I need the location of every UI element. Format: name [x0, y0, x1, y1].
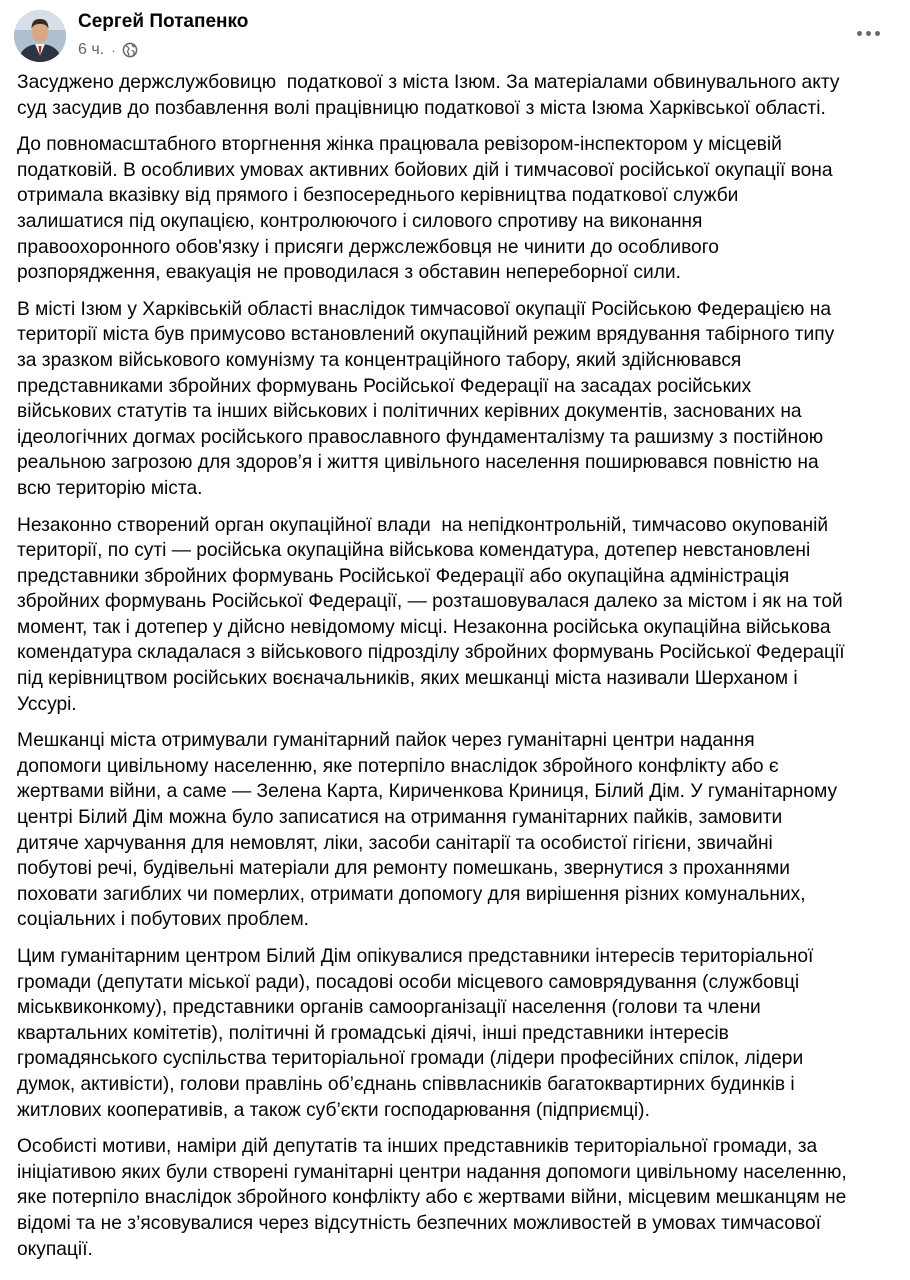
post-header — [0, 0, 910, 70]
post-paragraph: В місті Ізюм у Харківській області внаслідок тимчасової окупації Російською Федерацією на території міста був примусово встановлений окупаційний режим врядування табірного типу за зразком військового комунізму та концентраційного табору, який здійснювався представниками збройних формувань Російської Федерації на засадах російських військових статутів та інших військових і політичних керівних документів, заснованих на ідеологічних догмах російського православного фундаменталізму та рашизму з постійною реальною загрозою для здоров’я і життя цивільного населення поширювався повністю на всю територію міста. — [17, 298, 835, 499]
post-paragraph: Особисті мотиви, наміри дій депутатів та інших представників територіальної громади, за ініціативою яких були створені гуманітарні центри надання допомоги цивільному населенню, яке потерпіло внаслідок збройного конфлікту або є жертвами війни, місцевим мешканцям не відомі та не з’ясовувалися через відсутність безпечних можливостей в умовах тимчасової окупації. — [17, 1136, 847, 1260]
avatar-image — [14, 10, 66, 62]
post-paragraph: Цим гуманітарним центром Білий Дім опікувалися представники інтересів територіальної громади (депутати міської ради), посадові особи місцевого самоврядування (службовці міськвиконкому), представники органів самоорганізації населення (голови та члени квартальних комітетів), політичні й громадські діячі, інші представники інтересів громадянського суспільства територіальної громади (лідери професійних спілок, лідери думок, активісти), голови правлінь об’єднань співвласників багатоквартирних будинків і житлових кооперативів, а також суб’єкти господарювання (підприємці). — [17, 946, 814, 1121]
post-timestamp[interactable]: 6 ч. — [78, 41, 105, 58]
post-meta — [78, 40, 138, 60]
post-paragraph: До повномасштабного вторгнення жінка працювала ревізором-інспектором у місцевій податковій. В особливих умовах активних бойових дій і тимчасової російської окупації вона отримала вказівку від прямого і безпосереднього керівництва податкової служби залишатися під окупацією, контролюючого і силового спротиву на виконання правоохоронного обов'язку і присяги держслежбовця не чинити до особливого розпорядження, евакуація не проводилася з обставин непереборної сили. — [17, 134, 833, 284]
more-dot — [866, 31, 871, 36]
author-name[interactable]: Сергей Потапенко — [78, 11, 249, 32]
post-text — [17, 70, 897, 1273]
more-options-icon[interactable] — [848, 18, 888, 48]
post-paragraph: Незаконно створений орган окупаційної влади на непідконтрольній, тимчасово окупованій території, по суті — російська окупаційна військова комендатура, дотепер невстановлені представники збройних формувань Російської Федерації або окупаційна адміністрація збройних формувань Російської Федерації, — розташовувалася далеко за містом і як на той момент, так і дотепер у дійсно невідомому місці. Незаконна російська окупаційна військова комендатура складалася з військового підрозділу збройних формувань Російської Федерації під керівництвом російських воєначальників, яких мешканці міста називали Шерханом і Уссурі. — [17, 514, 845, 715]
author-avatar[interactable] — [14, 10, 66, 62]
more-dot — [857, 31, 862, 36]
post-paragraph: Мешканці міста отримували гуманітарний пайок через гуманітарні центри надання допомоги цивільному населенню, яке потерпіло внаслідок збройного конфлікту або є жертвами війни, а саме — Зелена Карта, Кириченкова Криниця, Білий Дім. У гуманітарному центрі Білий Дім можна було записатися на отримання гуманітарних пайків, замовити дитяче харчування для немовлят, ліки, засоби санітарії та особистої гігієни, звичайні побутові речі, будівельні матеріали для ремонту помешкань, звернутися з проханнями поховати загиблих чи померлих, отримати допомогу для вирішення різних комунальних, соціальних і побутових проблем. — [17, 730, 838, 931]
globe-icon[interactable] — [122, 42, 138, 58]
more-dot — [875, 31, 880, 36]
meta-separator: · — [111, 42, 116, 58]
post-paragraph: Засуджено держслужбовицю податкової з міста Ізюм. За матеріалами обвинувального акту суд засудив до позбавлення волі працівницю податкової з міста Ізюма Харківської області. — [17, 72, 840, 119]
